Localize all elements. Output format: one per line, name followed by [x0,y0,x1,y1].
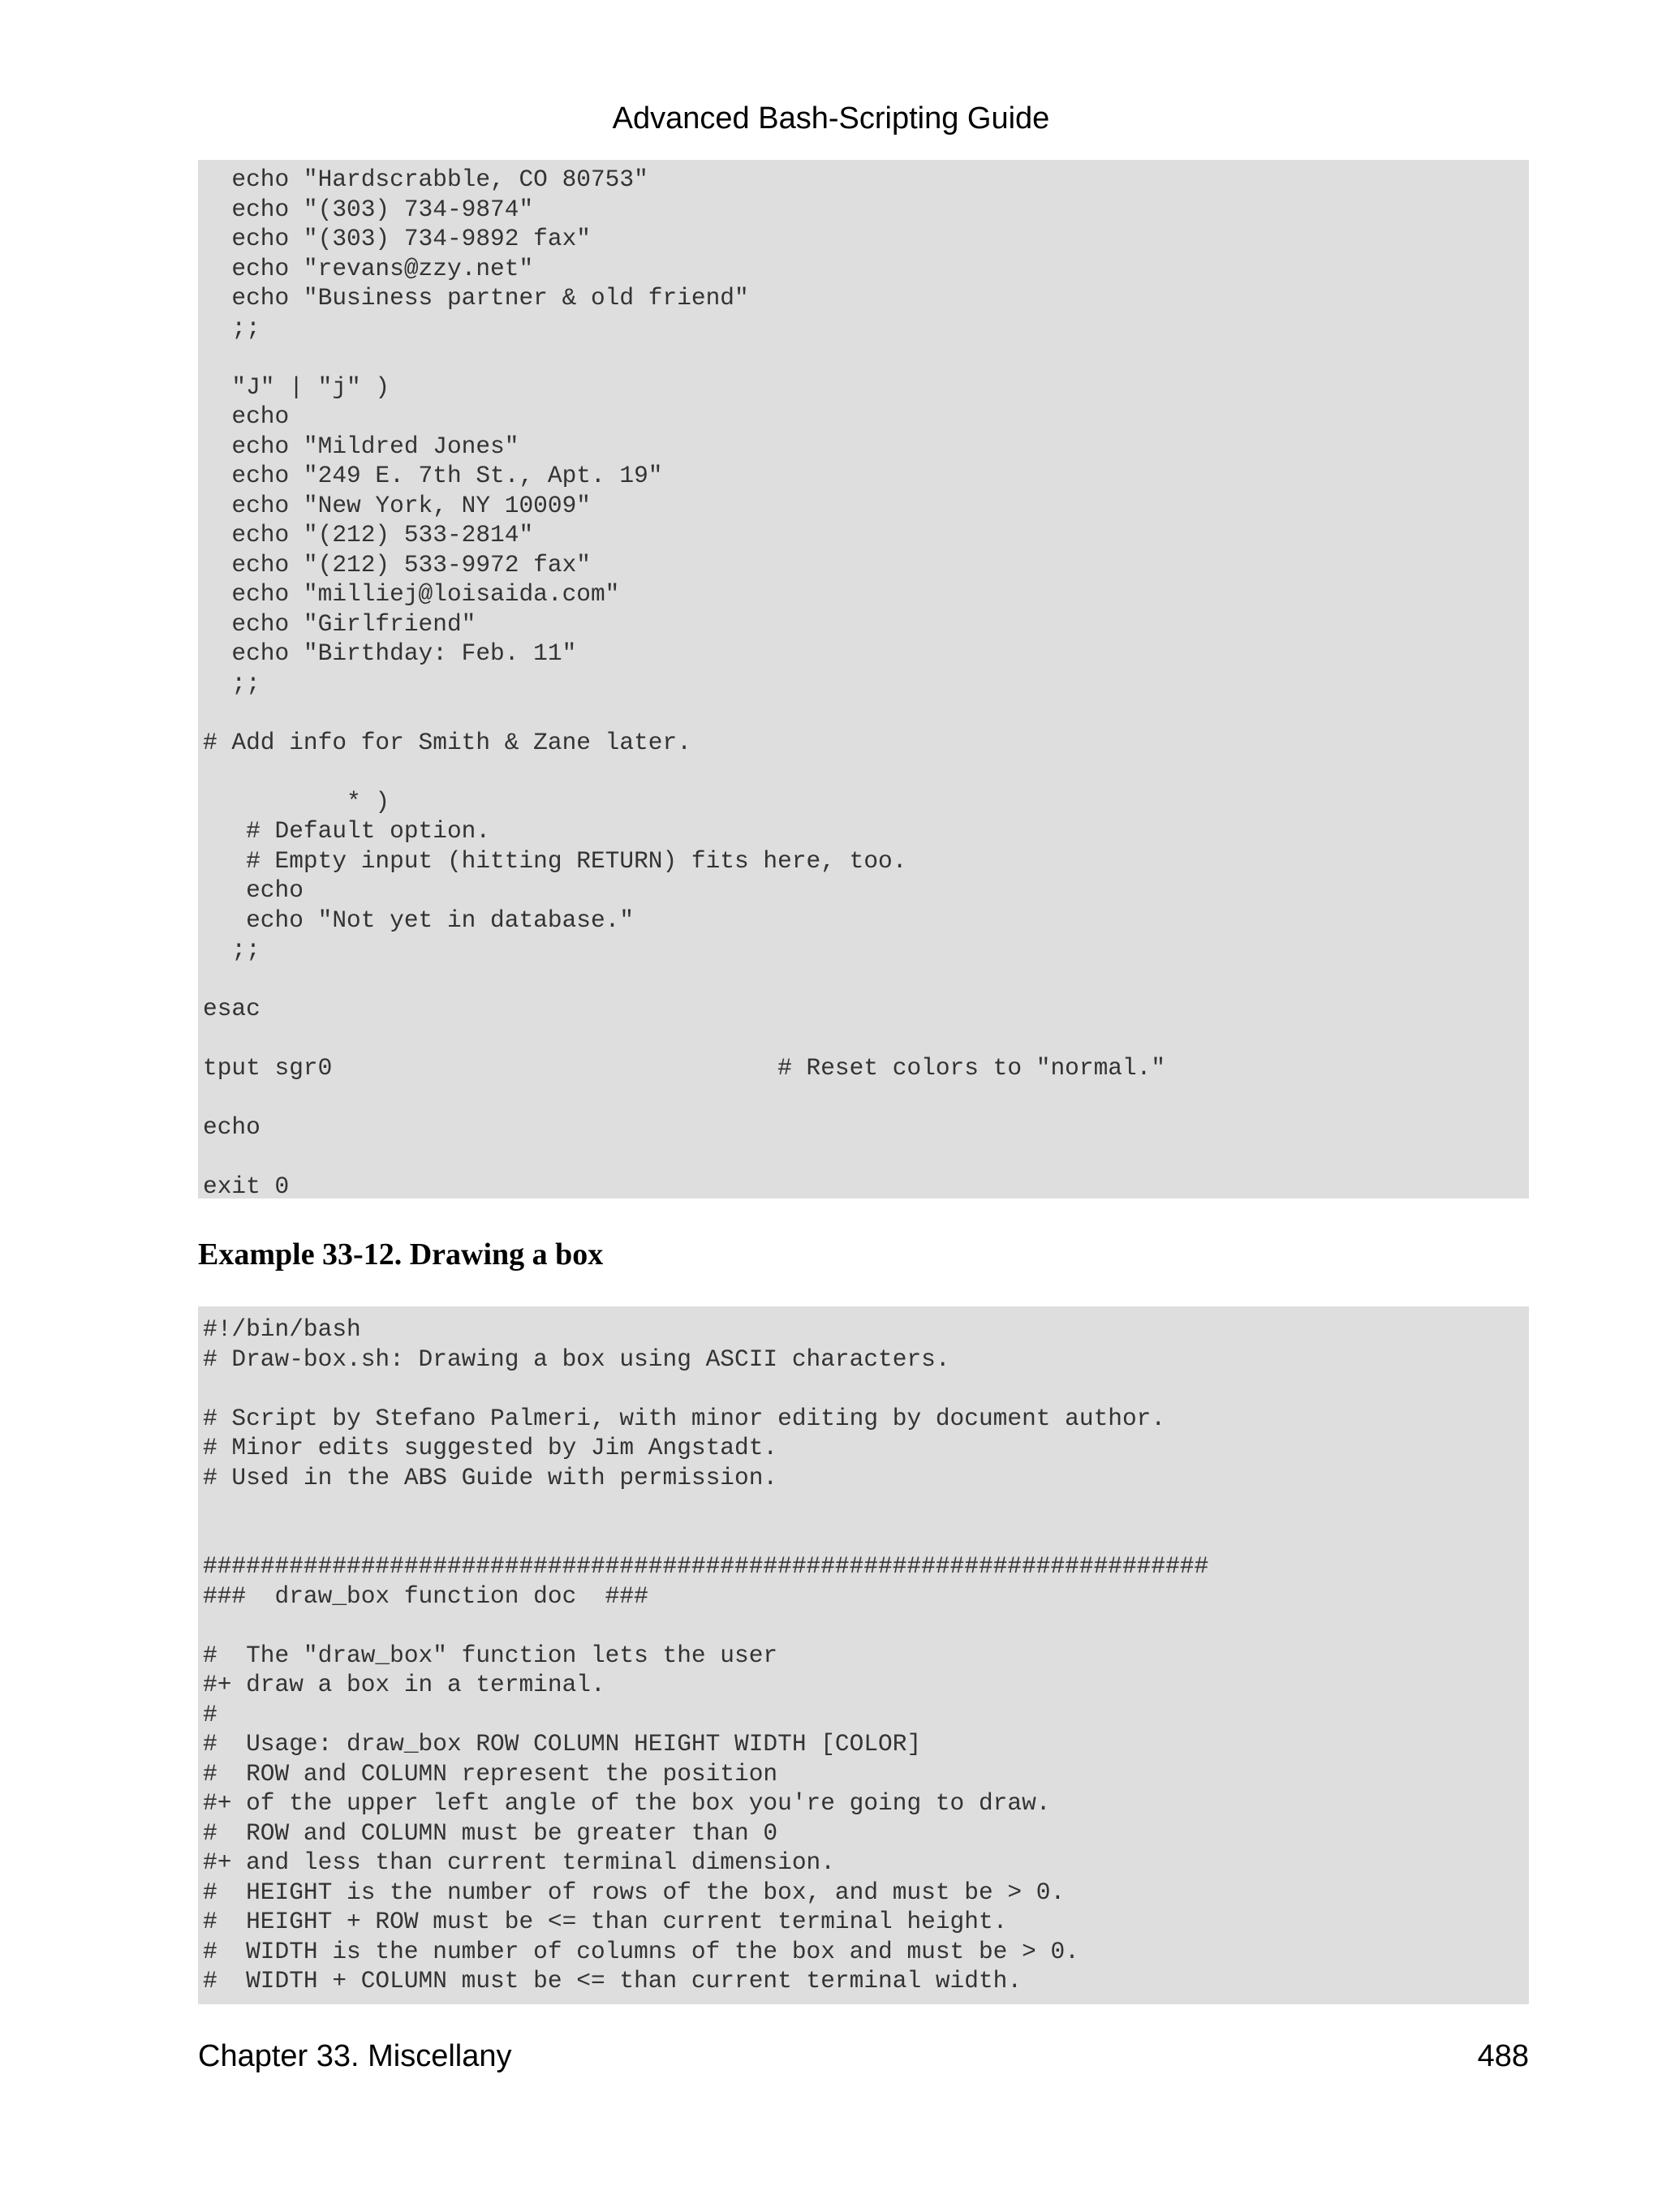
example-title: Example 33-12. Drawing a box [198,1237,604,1272]
code-listing-continued: echo "Hardscrabble, CO 80753" echo "(303) 734-9874" echo "(303) 734-9892 fax" echo "revans@zzy.net" echo "Business partner & old friend" ;; "J" | "j" ) echo echo "Mildred Jones" echo "249 E. 7th St., Apt. 19" echo "New York, NY 10009" echo "(212) 533-2814" echo "(212) 533-9972 fax" echo "milliej@loisaida.com" echo "Girlfriend" echo "Birthday: Feb. 11" ;; # Add info for Smith & Zane later. * ) # Default option. # Empty input (hitting RETURN) fits here, too. echo echo "Not yet in database." ;; esac tput sgr0 # Reset colors to "normal." echo exit 0 [198,160,1529,1199]
footer-chapter-title: Chapter 33. Miscellany [198,2039,512,2073]
footer-page-number: 488 [1477,2039,1529,2073]
page-header-title: Advanced Bash-Scripting Guide [612,101,1050,136]
code-listing-draw-box: #!/bin/bash # Draw-box.sh: Drawing a box using ASCII characters. # Script by Stefano Palmeri, with minor editing by document author. # Minor edits suggested by Jim Angstadt. # Used in the ABS Guide with permission. ###################################################################### ### draw_box function doc ### # The "draw_box" function lets the user #+ draw a box in a terminal. # # Usage: draw_box ROW COLUMN HEIGHT WIDTH [COLOR] # ROW and COLUMN represent the position #+ of the upper left angle of the box you're going to draw. # ROW and COLUMN must be greater than 0 #+ and less than current terminal dimension. # HEIGHT is the number of rows of the box, and must be > 0. # HEIGHT + ROW must be <= than current terminal height. # WIDTH is the number of columns of the box and must be > 0. # WIDTH + COLUMN must be <= than current terminal width. [198,1306,1529,2004]
